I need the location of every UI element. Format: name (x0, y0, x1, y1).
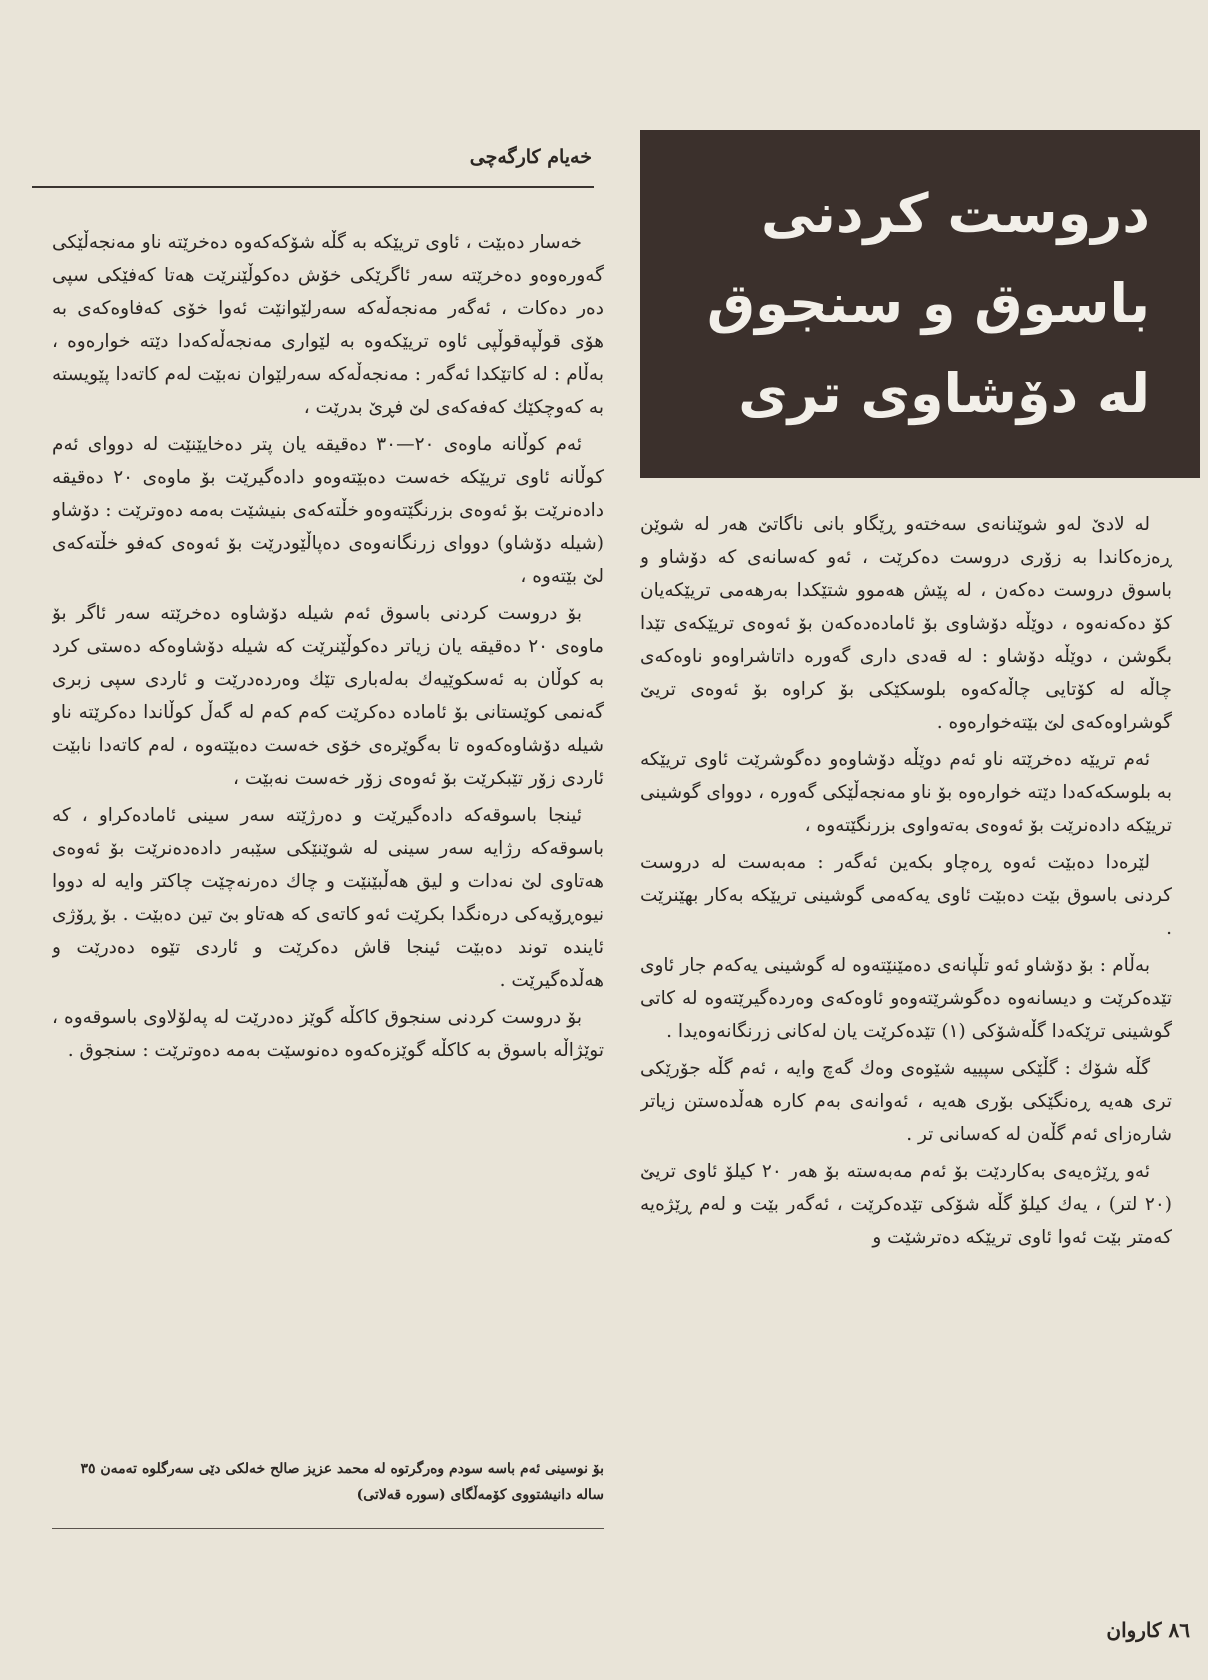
paragraph: بۆ دروست کردنی باسوق ئەم شیلە دۆشاوە دەخرێتە سەر ئاگر بۆ ماوەی ٢٠ دەقیقە یان زیاتر دەکوڵێنرێت کە شیلە دۆشاوەکە دەستی کرد بە کوڵان بە ئەسکوێیەك بەلەباری تێك وەردەدرێت و ئاردی سپی زبری گەنمی کوێستانی بۆ ئامادە دەکرێت کەم کەم لە گەڵ کوڵاندا دەکرێتە ناو شیلە دۆشاوەکەوە تا بەگوێرەی خۆی خەست دەبێتەوە ، لەم کاتەدا نابێت ئاردی زۆر تێبکرێت بۆ ئەوەی زۆر خەست نەبێت ، (52, 603, 604, 789)
paragraph: بەڵام : بۆ دۆشاو ئەو تڵپانەی دەمێنێتەوە لە گوشینی یەکەم جار ئاوی تێدەکرێت و دیسانەوە دەگوشرێتەوەو ئاوەکەی وەردەگیرێتەوە لە کاتی گوشینی ترێکەدا گڵەشۆکی (١) تێدەکرێت یان لەکانی زرنگانەوەیدا . (640, 955, 1172, 1042)
header-rule (32, 186, 594, 188)
paragraph: گڵە شۆك : گڵێکی سپییە شێوەی وەك گەچ وایە ، ئەم گڵە جۆرێکی تری هەیە ڕەنگێکی بۆری هەیە ، ئەوانەی بەم کارە هەڵدەستن زیاتر شارەزای ئەم گڵەن لە کەسانی تر . (640, 1058, 1172, 1145)
paragraph: ئەو ڕێژەیەی بەکاردێت بۆ ئەم مەبەستە بۆ هەر ٢٠ کیلۆ ئاوی تریێ (٢٠ لتر) ، یەك کیلۆ گڵە شۆکی تێدەکرێت ، ئەگەر بێت و لەم ڕێژەیە کەمتر بێت ئەوا ئاوی تریێکە دەترشێت و (640, 1161, 1172, 1248)
paragraph: بۆ دروست کردنی سنجوق کاکڵە گوێز دەدرێت لە پەلۆلاوی باسوقەوە ، توێژاڵە باسوق بە کاکڵە گوێزەکەوە دەنوسێت بەمە دەوترێت : سنجوق . (52, 1007, 604, 1061)
footnote-rule (52, 1528, 604, 1529)
paragraph: ئەم تریێە دەخرێتە ناو ئەم دوێڵە دۆشاوەو دەگوشرێت ئاوی تریێکە بە بلوسکەکەدا دێتە خوارەوە بۆ ناو مەنجەڵێکی گەورە ، دووای گوشینی تریێکە دادەنرێت بۆ ئەوەی بەتەواوی بزرنگێتەوە ، (640, 749, 1172, 836)
left-column (52, 226, 604, 1396)
title-line-1: دروست كردنی (760, 182, 1150, 245)
title-box (640, 130, 1200, 478)
paragraph: ئینجا باسوقەکە دادەگیرێت و دەرژێتە سەر سینی ئامادەکراو ، کە باسوقەکە رژایە سەر سینی لە شوێنێکی سێبەر دادەدەنرێت بۆ ئەوەی هەتاوی لێ نەدات و لیق هەڵبێنێت و چاك دەرنەچێت چاکتر وایە لە دووا نیوەڕۆیەکی درەنگدا بکرێت ئەو کاتەی کە هەتاو بێ تین دەبێت . بۆ ڕۆژی ئایندە توند دەبێت ئینجا قاش دەکرێت و ئاردی تێوە دەدرێت و هەڵدەگیرێت . (52, 805, 604, 991)
right-column (640, 508, 1172, 1648)
author-name: خەیام كارگەچی (469, 146, 592, 168)
footnote: بۆ نوسینی ئەم باسە سودم وەرگرتوە لە محمد عزیز صالح خەلکی دێی سەرگلوە تەمەن ٣٥ سالە دانیشتووی کۆمەڵگای (سورە قەلاتی) (80, 1461, 604, 1503)
paragraph: خەسار دەبێت ، ئاوی تریێکە بە گڵە شۆکەکەوە دەخرێتە ناو مەنجەڵێکی گەورەوەو دەخرێتە سەر ئاگرێکی خۆش دەکوڵێنرێت هەتا کەفێکی سپی دەر دەکات ، ئەگەر مەنجەڵەکە سەرلێوانێت ئەوا خۆی کەفاوەکەی بە هۆی قوڵپەقوڵپی ئاوە تریێکەوە بە لێواری مەنجەڵەکەدا دێتە خوارەوە ، بەڵام : لە کاتێکدا ئەگەر : مەنجەڵەکە سەرلێوان نەبێت لەم کاتەدا پێویستە بە کەوچکێك کەفەکەی لێ فڕێ بدرێت ، (52, 232, 604, 418)
paragraph: لە لادێ لەو شوێنانەی سەختەو ڕێگاو بانی ناگاتێ هەر لە شوێن ڕەزەکاندا بە زۆری دروست دەکرێت ، ئەو کەسانەی کە دۆشاو و باسوق دروست دەکەن ، لە پێش هەموو شتێکدا بەرهەمی تریێکەیان کۆ دەکەنەوە ، دوێڵە دۆشاوی بۆ ئامادەدەکەن بۆ ئەوەی تریێکەی تێدا بگوشن ، دوێڵە دۆشاو : لە قەدی داری گەورە داتاشراوەو ناوەکەی چاڵە لە کۆتایی چاڵەکەوە بلوسکێکی بۆ کراوە بۆ ئەوەی تریێ گوشراوەکەی لێ بێتەخوارەوە . (640, 514, 1172, 733)
paragraph: ئەم کوڵانە ماوەی ٢٠—٣٠ دەقیقە یان پتر دەخایێنێت لە دووای ئەم کوڵانە ئاوی تریێکە خەست دەبێتەوەو دادەگیرێت بۆ ماوەی ٢٠ دەقیقە دادەنرێت بۆ ئەوەی بزرنگێتەوەو خڵتەکەی بنیشێت بەمە دەوترێت : دۆشاو (شیلە دۆشاو) دووای زرنگانەوەی دەپاڵێودرێت بۆ ئەوەی کەفو خڵتەکەی لێ بێتەوە ، (52, 434, 604, 587)
page-number: ٨٦ كاروان (1106, 1618, 1190, 1642)
title-line-2: باسوق و سنجوق (706, 272, 1150, 335)
paragraph: لێرەدا دەبێت ئەوە ڕەچاو بکەین ئەگەر : مەبەست لە دروست کردنی باسوق بێت دەبێت ئاوی یەکەمی گوشینی تریێکە بەکار بهێنرێت . (640, 852, 1172, 939)
title-line-3: لە دۆشاوی تری (738, 362, 1150, 425)
